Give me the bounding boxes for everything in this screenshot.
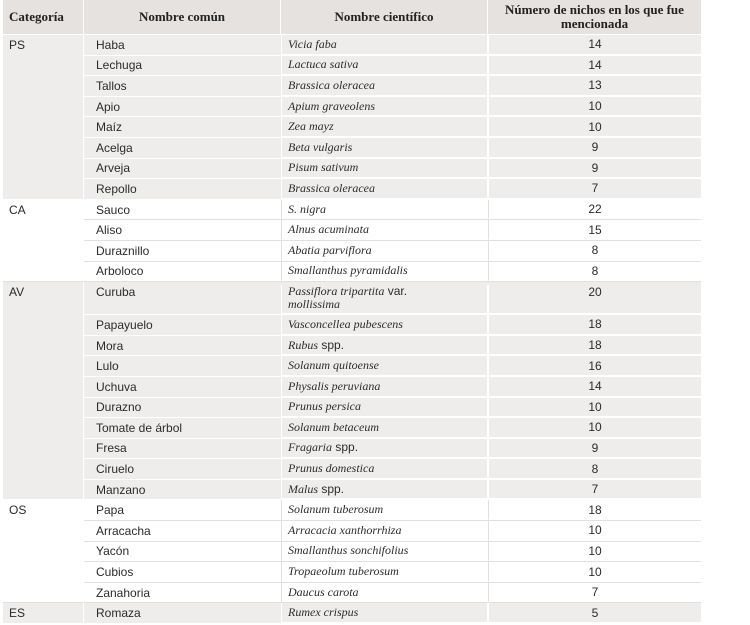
- niche-count-cell: 8: [488, 459, 701, 479]
- table-row: [84, 315, 701, 336]
- niche-count-cell: 18: [488, 336, 701, 356]
- table-row: [84, 480, 701, 501]
- common-name-cell: Repollo: [96, 181, 137, 196]
- category-cell: ES: [3, 603, 84, 624]
- table-row: [84, 583, 701, 604]
- niche-count-cell: 5: [488, 603, 701, 623]
- common-name-cell: Romaza: [96, 606, 141, 621]
- niche-count-cell: 9: [488, 138, 701, 158]
- common-name-cell: Apio: [96, 99, 121, 114]
- table-row: [84, 603, 701, 624]
- scientific-name-cell: Zea mayz: [281, 117, 488, 137]
- species-table: [3, 0, 701, 624]
- scientific-name-cell: Vasconcellea pubescens: [281, 315, 488, 335]
- category-group: [3, 200, 701, 282]
- scientific-name-cell: Malus spp.: [281, 480, 488, 500]
- header-categoria: Categoría: [3, 0, 84, 35]
- niche-count-cell: 8: [488, 262, 701, 282]
- niche-count-cell: 18: [488, 500, 701, 520]
- table-row: [84, 97, 701, 118]
- category-cell: AV: [3, 282, 84, 500]
- scientific-name-cell: Tropaeolum tuberosum: [281, 562, 488, 582]
- niche-count-cell: 15: [488, 220, 701, 240]
- niche-count-cell: 7: [488, 583, 701, 603]
- common-name-cell: Maíz: [96, 120, 123, 135]
- table-row: [84, 459, 701, 480]
- common-name-cell: Uchuva: [96, 379, 137, 394]
- table-row: [84, 35, 701, 56]
- scientific-name-cell: Alnus acuminata: [281, 220, 488, 240]
- scientific-name-cell: Abatia parviflora: [281, 241, 488, 261]
- table-row: [84, 262, 701, 283]
- niche-count-cell: 10: [488, 418, 701, 438]
- category-group: [3, 603, 701, 624]
- common-name-cell: Duraznillo: [96, 243, 150, 258]
- niche-count-cell: 14: [488, 35, 701, 55]
- table-row: [84, 500, 701, 521]
- niche-count-cell: 7: [488, 480, 701, 500]
- niche-count-cell: 10: [488, 542, 701, 562]
- scientific-name-cell: Fragaria spp.: [281, 439, 488, 459]
- niche-count-cell: 20: [488, 285, 701, 314]
- category-group: [3, 500, 701, 603]
- scientific-name-cell: Rumex crispus: [281, 603, 488, 623]
- common-name-cell: Lechuga: [96, 58, 143, 73]
- header-numero-nichos: Número de nichos en los que fue mencionada: [488, 0, 701, 35]
- scientific-name-cell: Solanum betaceum: [281, 418, 488, 438]
- niche-count-cell: 14: [488, 56, 701, 76]
- table-row: [84, 138, 701, 159]
- niche-count-cell: 13: [488, 76, 701, 96]
- scientific-name-cell: Brassica oleracea: [281, 179, 488, 199]
- table-row: [84, 76, 701, 97]
- table-row: [84, 398, 701, 419]
- scientific-name-cell: Solanum tuberosum: [281, 500, 488, 520]
- common-name-cell: Tallos: [96, 78, 127, 93]
- niche-count-cell: 7: [488, 179, 701, 199]
- common-name-cell: Manzano: [96, 482, 146, 497]
- common-name-cell: Ciruelo: [96, 462, 135, 477]
- niche-count-cell: 8: [488, 241, 701, 261]
- scientific-name-cell: Daucus carota: [281, 583, 488, 603]
- niche-count-cell: 16: [488, 356, 701, 376]
- table-row: [84, 117, 701, 138]
- niche-count-cell: 10: [488, 117, 701, 137]
- common-name-cell: Haba: [96, 37, 125, 52]
- category-group: [3, 35, 701, 200]
- table-row: [84, 418, 701, 439]
- niche-count-cell: 18: [488, 315, 701, 335]
- scientific-name-cell: Vicia faba: [281, 35, 488, 55]
- common-name-cell: Yacón: [96, 544, 130, 559]
- niche-count-cell: 10: [488, 562, 701, 582]
- category-cell: PS: [3, 35, 84, 200]
- niche-count-cell: 10: [488, 521, 701, 541]
- common-name-cell: Arveja: [96, 161, 131, 176]
- niche-count-cell: 10: [488, 398, 701, 418]
- table-row: [84, 542, 701, 563]
- scientific-name-cell: Apium graveolens: [281, 97, 488, 117]
- scientific-name-cell: Physalis peruviana: [281, 377, 488, 397]
- category-cell: CA: [3, 200, 84, 282]
- header-nombre-cientifico: Nombre científico: [281, 0, 488, 35]
- scientific-name-cell: Arracacia xanthorrhiza: [281, 521, 488, 541]
- table-row: [84, 179, 701, 200]
- table-row: [84, 159, 701, 180]
- table-row: [84, 439, 701, 460]
- common-name-cell: Lulo: [96, 359, 119, 374]
- common-name-cell: Fresa: [96, 441, 127, 456]
- common-name-cell: Papa: [96, 503, 125, 518]
- common-name-cell: Curuba: [96, 285, 136, 300]
- table-row: [84, 377, 701, 398]
- table-row: [84, 562, 701, 583]
- scientific-name-cell: S. nigra: [281, 200, 488, 220]
- table-body: [3, 35, 701, 624]
- niche-count-cell: 22: [488, 200, 701, 220]
- table-row: [84, 241, 701, 262]
- common-name-cell: Arracacha: [96, 523, 151, 538]
- scientific-name-cell: Lactuca sativa: [281, 56, 488, 76]
- table-row: [84, 220, 701, 241]
- scientific-name-cell: Prunus persica: [281, 398, 488, 418]
- scientific-name-cell: Passiflora tripartita var. mollissima: [281, 285, 488, 314]
- scientific-name-cell: Solanum quitoense: [281, 356, 488, 376]
- scientific-name-cell: Smallanthus pyramidalis: [281, 262, 488, 282]
- common-name-cell: Cubios: [96, 565, 134, 580]
- category-group: [3, 282, 701, 500]
- scientific-name-cell: Smallanthus sonchifolius: [281, 542, 488, 562]
- scientific-name-cell: Brassica oleracea: [281, 76, 488, 96]
- scientific-name-cell: Pisum sativum: [281, 159, 488, 179]
- table-row: [84, 336, 701, 357]
- category-cell: OS: [3, 500, 84, 603]
- common-name-cell: Zanahoria: [96, 585, 151, 600]
- niche-count-cell: 10: [488, 97, 701, 117]
- scientific-name-cell: Beta vulgaris: [281, 138, 488, 158]
- table-header: [3, 0, 701, 35]
- scientific-name-cell: Rubus spp.: [281, 336, 488, 356]
- common-name-cell: Papayuelo: [96, 317, 153, 332]
- table-row: [84, 521, 701, 542]
- common-name-cell: Durazno: [96, 400, 142, 415]
- table-row: [84, 56, 701, 77]
- niche-count-cell: 9: [488, 439, 701, 459]
- niche-count-cell: 14: [488, 377, 701, 397]
- table-row: [84, 282, 701, 315]
- scientific-name-cell: Prunus domestica: [281, 459, 488, 479]
- table-row: [84, 356, 701, 377]
- common-name-cell: Arboloco: [96, 264, 144, 279]
- table-row: [84, 200, 701, 221]
- niche-count-cell: 9: [488, 159, 701, 179]
- common-name-cell: Sauco: [96, 202, 131, 217]
- common-name-cell: Acelga: [96, 140, 133, 155]
- common-name-cell: Aliso: [96, 223, 123, 238]
- common-name-cell: Mora: [96, 338, 124, 353]
- header-nombre-comun: Nombre común: [84, 0, 281, 35]
- common-name-cell: Tomate de árbol: [96, 420, 183, 435]
